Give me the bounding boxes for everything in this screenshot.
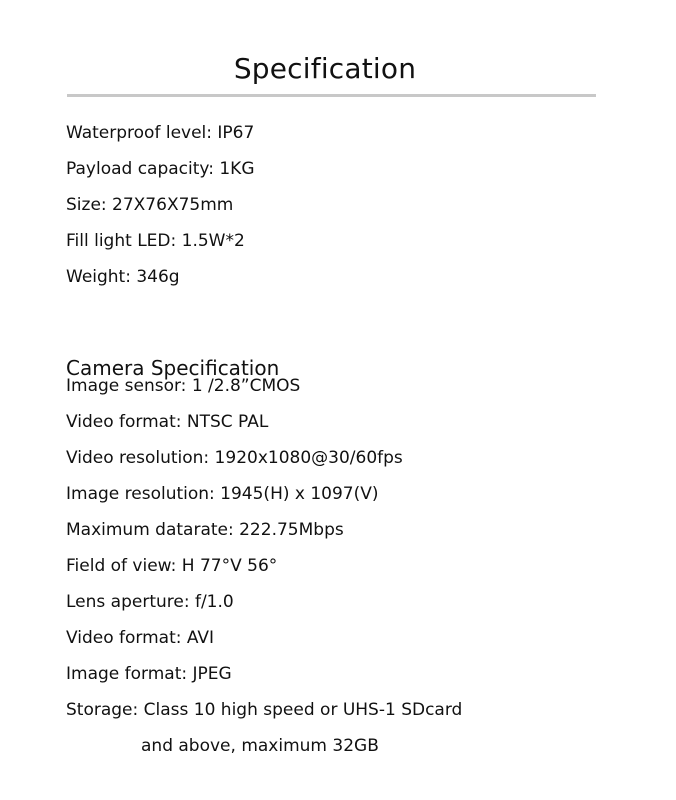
spec-size: Size: 27X76X75mm	[66, 195, 234, 215]
spec-maximum-datarate: Maximum datarate: 222.75Mbps	[66, 520, 344, 540]
spec-image-format: Image format: JPEG	[66, 664, 232, 684]
page-title: Specification	[233, 51, 417, 85]
spec-weight: Weight: 346g	[66, 267, 180, 287]
spec-image-sensor: Image sensor: 1 /2.8”CMOS	[66, 376, 301, 396]
camera-spec-heading: Camera Specification	[66, 355, 280, 380]
spec-payload-capacity: Payload capacity: 1KG	[66, 159, 255, 179]
spec-video-resolution: Video resolution: 1920x1080@30/60fps	[66, 448, 403, 468]
spec-storage-continuation: and above, maximum 32GB	[141, 736, 379, 756]
title-divider	[67, 94, 596, 97]
spec-video-format-signal: Video format: NTSC PAL	[66, 412, 269, 432]
spec-image-resolution: Image resolution: 1945(H) x 1097(V)	[66, 484, 379, 504]
spec-video-format-file: Video format: AVI	[66, 628, 215, 648]
spec-lens-aperture: Lens aperture: f/1.0	[66, 592, 234, 612]
camera-spec-list	[66, 368, 666, 764]
spec-fill-light-led: Fill light LED: 1.5W*2	[66, 231, 245, 251]
general-spec-list	[66, 115, 666, 295]
spec-field-of-view: Field of view: H 77°V 56°	[66, 556, 278, 576]
spec-storage: Storage: Class 10 high speed or UHS-1 SDcard	[66, 700, 463, 720]
spec-waterproof-level: Waterproof level: IP67	[66, 123, 255, 143]
